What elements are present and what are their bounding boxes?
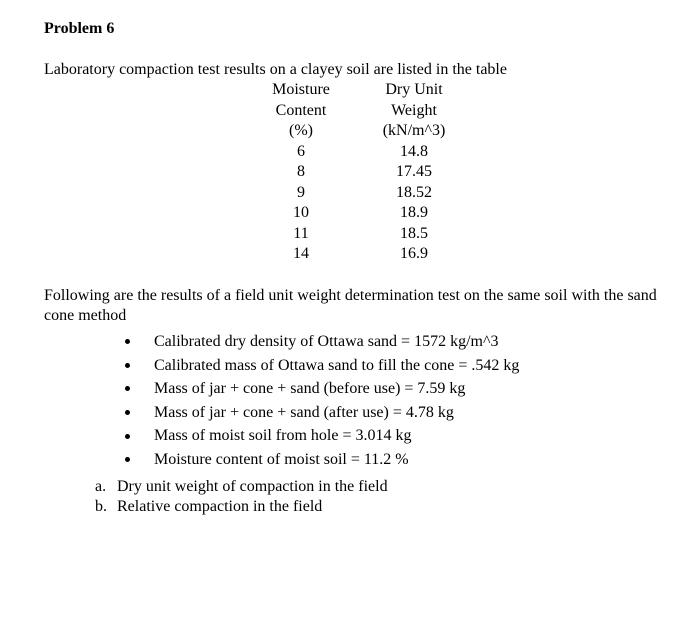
list-item — [118, 330, 519, 354]
intro-text: Laboratory compaction test results on a clayey soil are listed in the table — [44, 61, 507, 78]
question-item — [95, 477, 388, 497]
moisture-column — [262, 80, 340, 265]
bullet-icon — [125, 363, 130, 368]
list-item-text: Moisture content of moist soil = 11.2 % — [154, 450, 409, 468]
bullet-icon — [125, 457, 130, 462]
field-results-list — [118, 330, 519, 472]
moisture-cell: 6 — [297, 142, 305, 160]
list-item — [118, 377, 519, 401]
question-text: Relative compaction in the field — [117, 498, 323, 515]
list-item-text: Mass of jar + cone + sand (after use) = 4.78 kg — [154, 403, 454, 421]
bullet-icon — [125, 386, 130, 391]
bullet-icon — [125, 339, 130, 344]
list-item — [118, 401, 519, 425]
dry-unit-weight-header-line: Weight — [391, 101, 437, 119]
dry-unit-weight-header-line: Dry Unit — [385, 81, 443, 98]
dry-unit-weight-cell: 18.5 — [400, 224, 428, 242]
moisture-header-line: Moisture — [272, 81, 330, 98]
dry-unit-weight-cell: 14.8 — [400, 142, 428, 160]
field-test-text: Following are the results of a field unit weight determination test on the same soil with the sand cone method — [44, 287, 657, 324]
list-item — [118, 354, 519, 378]
list-item-text: Calibrated dry density of Ottawa sand = 1572 kg/m^3 — [154, 333, 499, 350]
problem-title: Problem 6 — [44, 20, 115, 37]
bullet-icon — [125, 434, 130, 439]
dry-unit-weight-cell: 18.9 — [400, 204, 428, 221]
list-item-text: Calibrated mass of Ottawa sand to fill the cone = .542 kg — [154, 356, 520, 374]
dry-unit-weight-column — [368, 80, 460, 265]
list-item-text: Mass of moist soil from hole = 3.014 kg — [154, 427, 412, 445]
bullet-icon — [125, 410, 130, 415]
dry-unit-weight-header-line: (kN/m^3) — [382, 122, 446, 139]
list-item — [118, 448, 519, 472]
question-letter: b. — [95, 498, 107, 515]
question-letter: a. — [95, 478, 107, 495]
moisture-cell: 11 — [293, 224, 309, 242]
list-item — [118, 424, 519, 448]
dry-unit-weight-cell: 17.45 — [396, 163, 432, 180]
list-item-text: Mass of jar + cone + sand (before use) = 7.59 kg — [154, 380, 466, 398]
moisture-header-line: Content — [275, 101, 327, 119]
question-text: Dry unit weight of compaction in the field — [117, 478, 388, 495]
questions-list — [95, 477, 388, 517]
question-item — [95, 497, 388, 517]
moisture-cell: 9 — [297, 183, 305, 201]
moisture-cell: 8 — [297, 163, 305, 180]
moisture-cell: 10 — [293, 204, 309, 221]
dry-unit-weight-cell: 16.9 — [400, 245, 428, 262]
moisture-cell: 14 — [293, 245, 309, 262]
moisture-header-line: (%) — [289, 122, 313, 139]
dry-unit-weight-cell: 18.52 — [396, 183, 432, 201]
